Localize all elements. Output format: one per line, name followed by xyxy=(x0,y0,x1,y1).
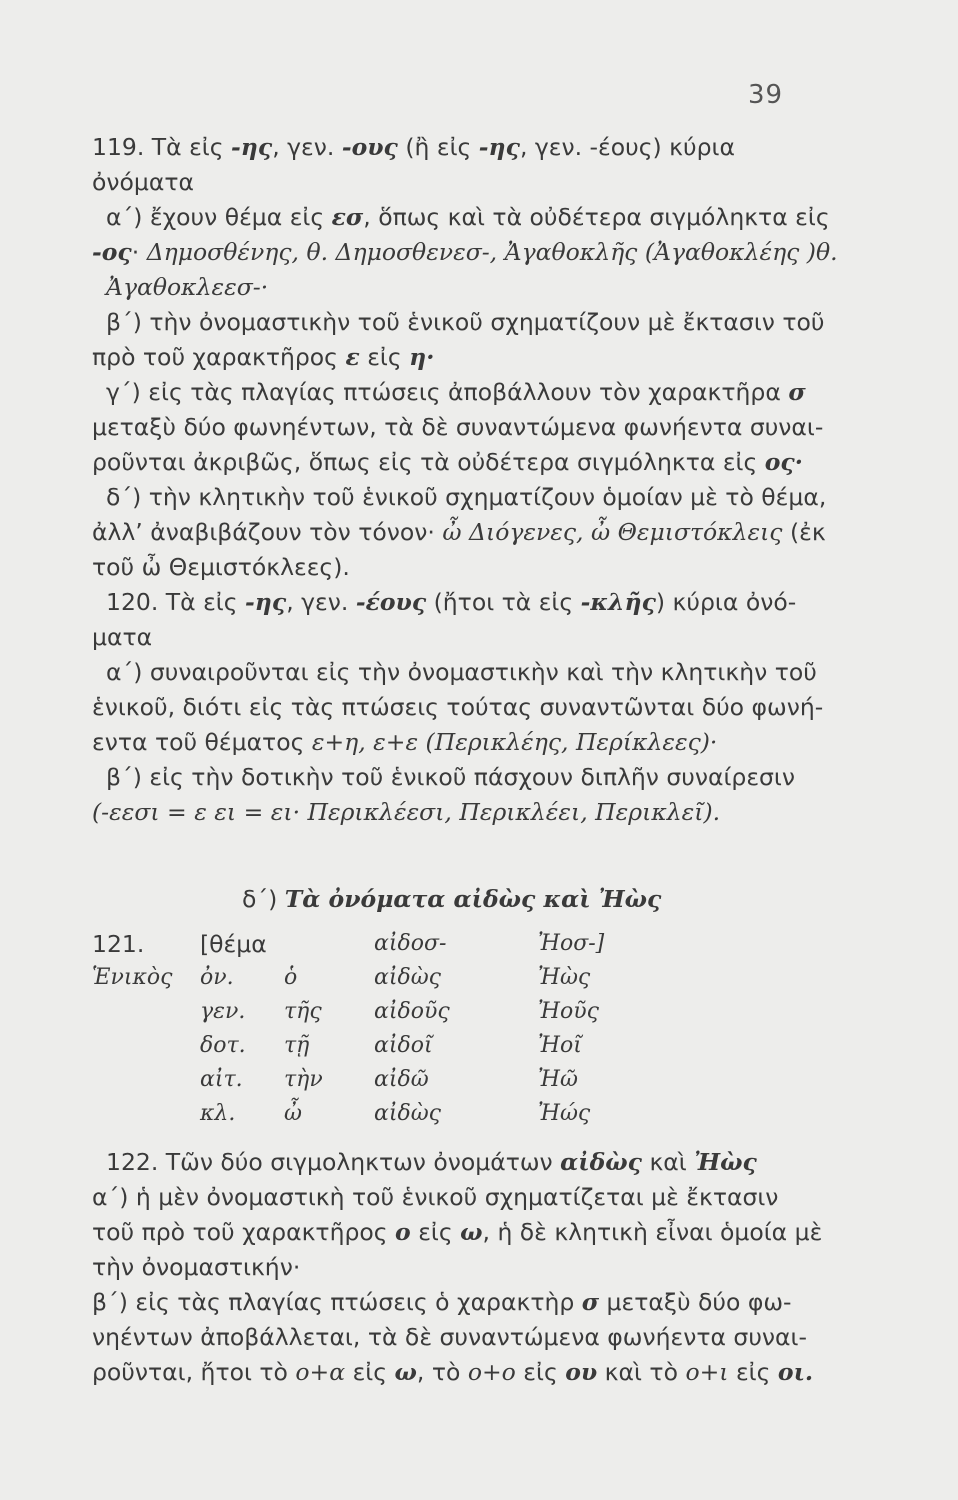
table-cell: αἰδοῦς xyxy=(374,999,450,1024)
text-line: 122. Τῶν δύο σιγμοληκτων ὀνομάτων αἰδὼς καὶ Ἠὼς xyxy=(106,1148,757,1176)
table-cell: Ἠῶ xyxy=(538,1067,578,1092)
table-cell: αἰδοσ- xyxy=(374,931,447,956)
text-line: Ἀγαθοκλεεσ-· xyxy=(106,273,269,301)
text-line: ροῦνται ἀκριβῶς, ὅπως εἰς τὰ οὐδέτερα σιγμόληκτα εἰς ος· xyxy=(92,448,803,476)
text-line: -ος· Δημοσθένης, θ. Δημοσθενεσ-, Ἀγαθοκλῆς (Ἀγαθοκλέης )θ. xyxy=(92,238,838,266)
table-cell: 121. xyxy=(92,930,145,958)
table-cell: αἰδὼς xyxy=(374,965,441,990)
text-line: α΄) ἡ μὲν ὀνομαστικὴ τοῦ ἑνικοῦ σχηματίζεται μὲ ἔκτασιν xyxy=(92,1183,779,1211)
text-line: β΄) εἰς τὰς πλαγίας πτώσεις ὁ χαρακτὴρ σ μεταξὺ δύο φω- xyxy=(92,1288,792,1316)
section-heading: δ΄) Τὰ ὀνόματα αἰδὼς καὶ Ἠὼς xyxy=(242,885,662,913)
table-cell: τῇ xyxy=(284,1033,310,1058)
text-line: ροῦνται, ἤτοι τὸ ο+α εἰς ω, τὸ ο+ο εἰς ου καὶ τὸ ο+ι εἰς οι. xyxy=(92,1358,814,1386)
text-line: πρὸ τοῦ χαρακτῆρος ε εἰς η· xyxy=(92,343,435,371)
table-cell: Ἠώς xyxy=(538,1101,591,1126)
text-line: β΄) εἰς τὴν δοτικὴν τοῦ ἑνικοῦ πάσχουν διπλῆν συναίρεσιν xyxy=(106,763,796,791)
text-line: ματα xyxy=(92,623,153,651)
text-line: νηέντων ἀποβάλλεται, τὰ δὲ συναντώμενα φωνήεντα συναι- xyxy=(92,1323,807,1351)
text-line: μεταξὺ δύο φωνηέντων, τὰ δὲ συναντώμενα φωνήεντα συναι- xyxy=(92,413,824,441)
table-cell: Ἠοῖ xyxy=(538,1033,582,1058)
table-cell: Ἑνικὸς xyxy=(92,965,173,990)
table-cell: αἰδῶ xyxy=(374,1067,429,1092)
text-line: 120. Τὰ εἰς -ης, γεν. -έους (ἤτοι τὰ εἰς -κλῆς) κύρια ὀνό- xyxy=(106,588,797,616)
table-cell: τῆς xyxy=(284,999,322,1024)
text-line: τοῦ πρὸ τοῦ χαρακτῆρος ο εἰς ω, ἡ δὲ κλητικὴ εἶναι ὁμοία μὲ xyxy=(92,1218,823,1246)
table-cell xyxy=(92,1029,200,1063)
table-cell xyxy=(92,1097,200,1131)
table-cell: ὁ xyxy=(284,965,298,990)
text-line: α΄) ἔχουν θέμα εἰς εσ, ὅπως καὶ τὰ οὐδέτερα σιγμόληκτα εἰς xyxy=(106,203,830,231)
text-line: ἑνικοῦ, διότι εἰς τὰς πτώσεις τούτας συναντῶνται δύο φωνή- xyxy=(92,693,824,721)
table-cell: δοτ. xyxy=(200,1033,246,1058)
table-cell: αἰδὼς xyxy=(374,1101,441,1126)
page-text xyxy=(92,130,838,1390)
table-cell: [θέμα xyxy=(200,930,267,958)
text-line: τοῦ ὦ Θεμιστόκλεες). xyxy=(92,553,350,581)
table-cell: ὀν. xyxy=(200,965,234,990)
text-line: δ΄) τὴν κλητικὴν τοῦ ἑνικοῦ σχηματίζουν ὁμοίαν μὲ τὸ θέμα, xyxy=(106,483,827,511)
table-cell: αἰδοῖ xyxy=(374,1033,433,1058)
text-line: γ΄) εἰς τὰς πλαγίας πτώσεις ἀποβάλλουν τὸν χαρακτῆρα σ xyxy=(106,378,806,406)
text-line: 119. Τὰ εἰς -ης, γεν. -ους (ἢ εἰς -ης, γεν. -έους) κύρια xyxy=(92,133,735,161)
table-cell: Ἠὼς xyxy=(538,965,591,990)
table-cell xyxy=(92,995,200,1029)
table-cell: αἰτ. xyxy=(200,1067,243,1092)
table-cell: τὴν xyxy=(284,1067,323,1092)
table-cell: ὦ xyxy=(284,1101,302,1126)
text-line: β΄) τὴν ὀνομαστικὴν τοῦ ἑνικοῦ σχηματίζουν μὲ ἔκτασιν τοῦ xyxy=(106,308,825,336)
page-number: 39 xyxy=(748,80,784,110)
declension-table xyxy=(92,927,832,1131)
table-cell: Ἠοσ-] xyxy=(538,931,605,956)
table-cell: γεν. xyxy=(200,999,246,1024)
table-cell xyxy=(92,1063,200,1097)
text-line: ἀλλ’ ἀναβιβάζουν τὸν τόνον· ὦ Διόγενες, ὦ Θεμιστόκλεις (ἐκ xyxy=(92,518,826,546)
text-line: α΄) συναιροῦνται εἰς τὴν ὀνομαστικὴν καὶ τὴν κλητικὴν τοῦ xyxy=(106,658,817,686)
text-line: ὀνόματα xyxy=(92,168,194,196)
table-cell: Ἠοῦς xyxy=(538,999,599,1024)
text-line: (-εεσι = ε ει = ει· Περικλέεσι, Περικλέει, Περικλεῖ). xyxy=(92,798,721,826)
text-line: τὴν ὀνομαστικήν· xyxy=(92,1253,301,1281)
text-line: εντα τοῦ θέματος ε+η, ε+ε (Περικλέης, Περίκλεες)· xyxy=(92,728,718,756)
table-cell xyxy=(284,927,374,961)
table-cell: κλ. xyxy=(200,1101,236,1126)
